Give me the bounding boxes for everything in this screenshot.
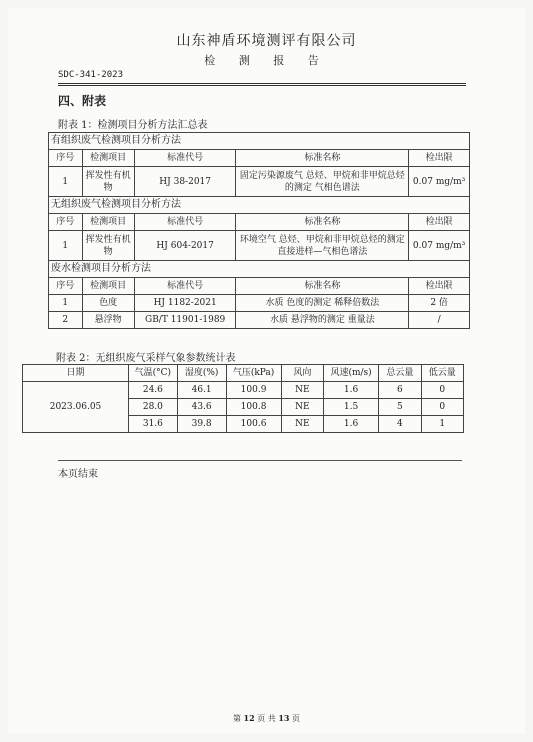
cell-pressure: 100.6: [226, 416, 281, 433]
cell-name: 固定污染源废气 总烃、甲烷和非甲烷总烃的测定 气相色谱法: [236, 167, 409, 197]
cell-no: 1: [49, 167, 83, 197]
col-header: 标准名称: [236, 278, 409, 295]
col-header: 标准名称: [236, 214, 409, 231]
end-rule: [58, 460, 462, 461]
cell-temperature: 31.6: [129, 416, 178, 433]
table1-caption: 附表 1：检测项目分析方法汇总表: [58, 120, 208, 131]
table-row: [49, 295, 470, 312]
page-prefix: 第: [232, 714, 241, 723]
cell-temperature: 28.0: [129, 399, 178, 416]
cell-wind-direction: NE: [281, 382, 323, 399]
col-header: 序号: [49, 150, 83, 167]
document-number: SDC-341-2023: [58, 70, 124, 80]
section-title: 四、附表: [58, 94, 107, 108]
col-header: 湿度(%): [177, 365, 226, 382]
cell-temperature: 24.6: [129, 382, 178, 399]
col-header: 气温(°C): [129, 365, 178, 382]
col-header: 检出限: [409, 214, 470, 231]
cell-total-cloud: 6: [379, 382, 421, 399]
cell-code: GB/T 11901-1989: [134, 312, 236, 329]
cell-item: 挥发性有机物: [82, 167, 134, 197]
weather-parameters-table: [22, 364, 464, 433]
cell-humidity: 43.6: [177, 399, 226, 416]
cell-name: 环境空气 总烃、甲烷和非甲烷总烃的测定 直接进样—气相色谱法: [236, 231, 409, 261]
col-header: 检测项目: [82, 278, 134, 295]
table-row: [49, 167, 470, 197]
cell-no: 1: [49, 295, 83, 312]
report-page: [8, 8, 525, 734]
col-header: 低云量: [421, 365, 463, 382]
cell-name: 水质 色度的测定 稀释倍数法: [236, 295, 409, 312]
page-total: 13: [278, 713, 290, 723]
cell-wind-speed: 1.5: [324, 399, 379, 416]
cell-item: 悬浮物: [82, 312, 134, 329]
col-header: 检测项目: [82, 150, 134, 167]
cell-code: HJ 38-2017: [134, 167, 236, 197]
cell-limit: 0.07 mg/m³: [409, 231, 470, 261]
col-header: 总云量: [379, 365, 421, 382]
cell-wind-direction: NE: [281, 399, 323, 416]
cell-wind-speed: 1.6: [324, 416, 379, 433]
analysis-methods-table: [48, 132, 470, 329]
cell-pressure: 100.8: [226, 399, 281, 416]
cell-low-cloud: 0: [421, 399, 463, 416]
report-subtitle: 检 测 报 告: [204, 54, 329, 67]
cell-no: 2: [49, 312, 83, 329]
col-header: 序号: [49, 214, 83, 231]
table-row: [49, 312, 470, 329]
col-header: 检测项目: [82, 214, 134, 231]
col-header: 检出限: [409, 278, 470, 295]
header-rule: [58, 83, 466, 84]
header-rule-secondary: [58, 85, 466, 86]
cell-low-cloud: 1: [421, 416, 463, 433]
table-row: [49, 231, 470, 261]
cell-item: 色度: [82, 295, 134, 312]
cell-name: 水质 悬浮物的测定 重量法: [236, 312, 409, 329]
page-number: [8, 713, 525, 724]
col-header: 日期: [23, 365, 129, 382]
table-row: [23, 382, 464, 399]
cell-humidity: 39.8: [177, 416, 226, 433]
cell-wind-speed: 1.6: [324, 382, 379, 399]
page-current: 12: [243, 713, 255, 723]
cell-code: HJ 604-2017: [134, 231, 236, 261]
cell-limit: 0.07 mg/m³: [409, 167, 470, 197]
col-header: 序号: [49, 278, 83, 295]
cell-total-cloud: 5: [379, 399, 421, 416]
col-header: 标准代号: [134, 214, 236, 231]
col-header: 检出限: [409, 150, 470, 167]
group-title: 无组织废气检测项目分析方法: [49, 197, 470, 214]
cell-pressure: 100.9: [226, 382, 281, 399]
col-header: 标准名称: [236, 150, 409, 167]
cell-wind-direction: NE: [281, 416, 323, 433]
cell-item: 挥发性有机物: [82, 231, 134, 261]
cell-total-cloud: 4: [379, 416, 421, 433]
col-header: 风速(m/s): [324, 365, 379, 382]
col-header: 标准代号: [134, 278, 236, 295]
col-header: 气压(kPa): [226, 365, 281, 382]
page-middle: 页 共: [257, 714, 276, 723]
col-header: 风向: [281, 365, 323, 382]
group-title: 有组织废气检测项目分析方法: [49, 133, 470, 150]
cell-no: 1: [49, 231, 83, 261]
table2-caption: 附表 2：无组织废气采样气象参数统计表: [56, 353, 236, 364]
col-header: 标准代号: [134, 150, 236, 167]
cell-limit: 2 倍: [409, 295, 470, 312]
cell-humidity: 46.1: [177, 382, 226, 399]
company-name: 山东神盾环境测评有限公司: [176, 33, 357, 49]
group-title: 废水检测项目分析方法: [49, 261, 470, 278]
cell-low-cloud: 0: [421, 382, 463, 399]
cell-code: HJ 1182-2021: [134, 295, 236, 312]
cell-limit: /: [409, 312, 470, 329]
end-of-page-text: 本页结束: [58, 469, 98, 480]
cell-date: 2023.06.05: [23, 382, 129, 433]
page-suffix: 页: [292, 714, 300, 723]
